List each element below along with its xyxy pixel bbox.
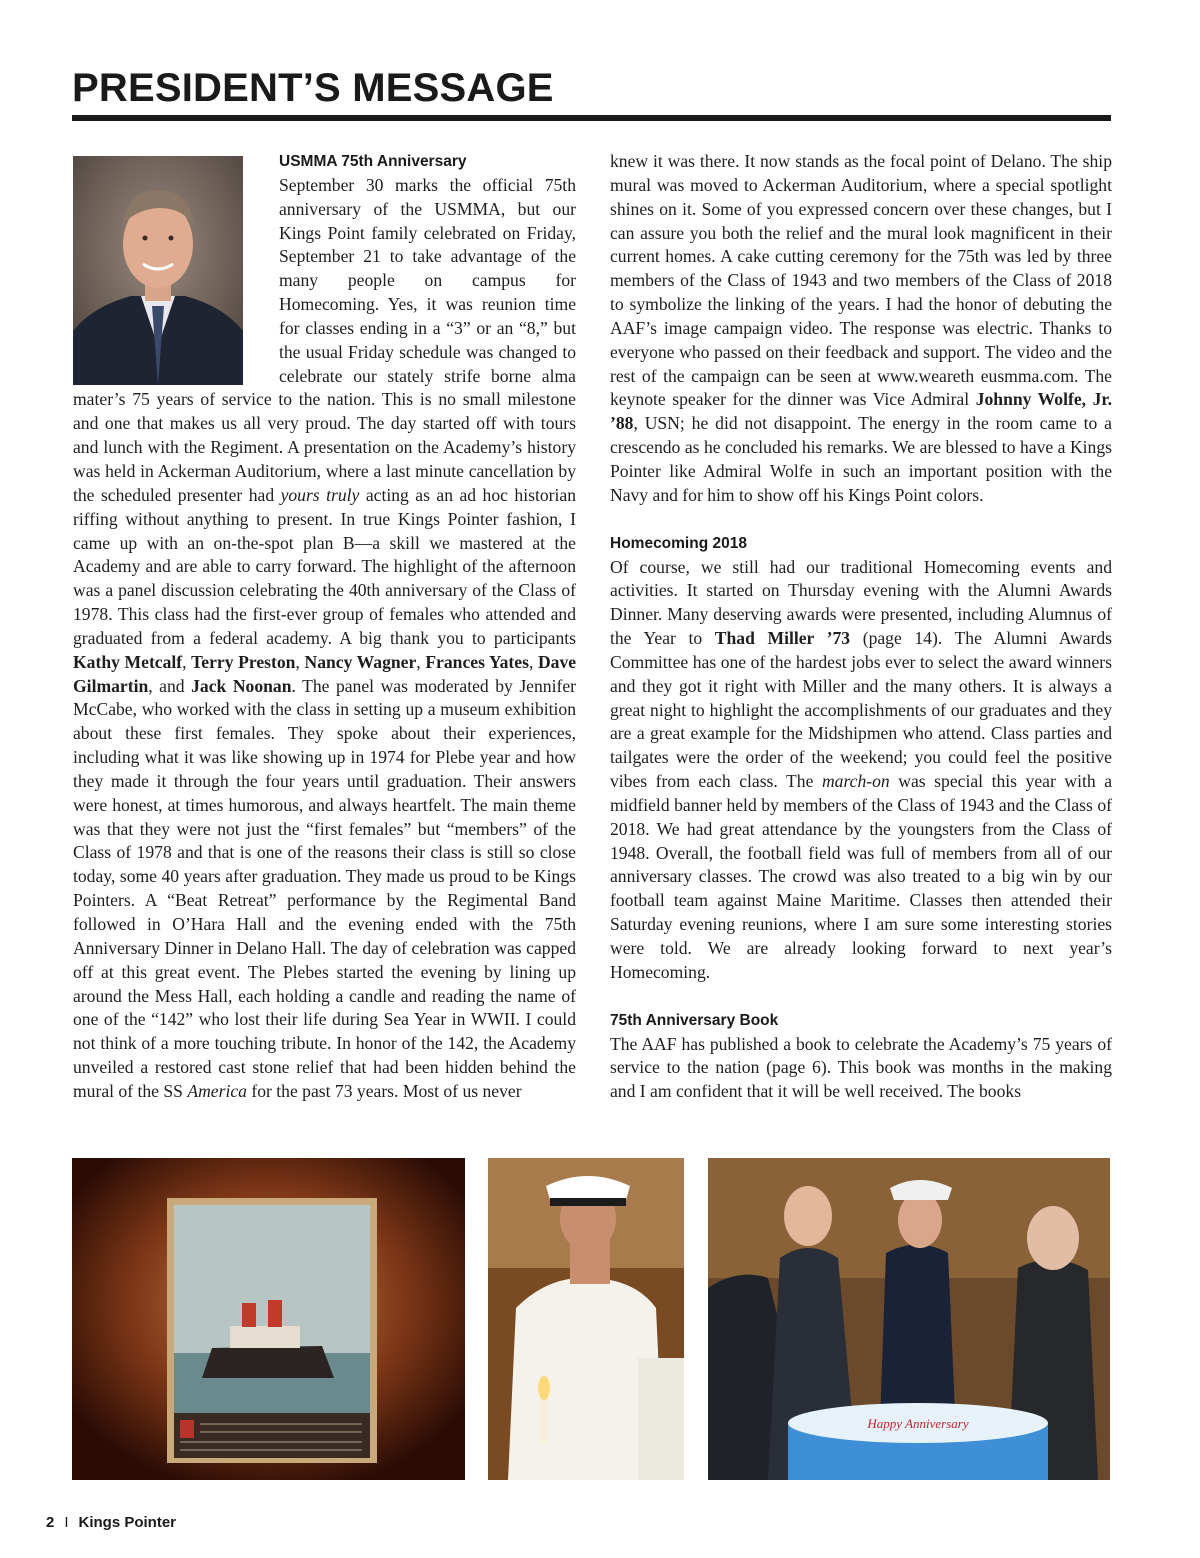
right-column-body-3: The AAF has published a book to celebrate the Academy’s 75 years of service to the nation (page 6). This book was months in the making and I am confident that it will be well received. The books (610, 1033, 1112, 1102)
section-heading-homecoming: Homecoming 2018 (610, 534, 747, 552)
cake-cutting-photo (708, 1158, 1110, 1480)
president-portrait (73, 156, 243, 385)
page-title: PRESIDENT’S MESSAGE (72, 66, 554, 110)
publication-name: Kings Pointer (78, 1514, 177, 1531)
left-column-body: September 30 marks the official 75th anniversary of the USMMA, but our Kings Point family celebrated on Friday, September 21 to take advantage of the many people on campus for Homecoming. Yes, it was reunion time for classes ending in a “3” or an “8,” but the usual Friday schedule was changed to celebrate our stately strife borne alma mater’s 75 years of service to the nation. This is no small milestone and one that makes us all very proud. The day started off with tours and lunch with the Regiment. A presentation on the Academy’s history was held in Ackerman Auditorium, where a last minute cancellation by the scheduled presenter had yours truly acting as an ad hoc historian riffing without anything to present. In true Kings Pointer fashion, I came up with an on-the-spot plan B—a skill we mastered at the Academy and are able to carry forward. The highlight of the afternoon was a panel discussion celebrating the 40th anniversary of the Class of 1978. This class had the first-ever group of females who attended and graduated from a federal academy. A big thank you to participants Kathy Metcalf, Terry Preston, Nancy Wagner, Frances Yates, Dave Gilmartin, and Jack Noonan. The panel was moderated by Jennifer McCabe, who worked with the class in setting up a museum exhibition about these first females. They spoke about their experiences, including what it was like showing up in 1974 for Plebe year and how they made it through the four years until graduation. Their answers were honest, at times humorous, and always heartfelt. The main theme was that they were not just the “first females” but “members” of the Class of 1978 and that is one of the reasons their class is still so close today, some 40 years after graduation. They made us proud to be Kings Pointers. A “Beat Retreat” performance by the Regimental Band followed in O’Hara Hall and the evening ended with the 75th Anniversary Dinner in Delano Hall. The day of celebration was capped off at this great event. The Plebes started the evening by lining up around the Mess Hall, each holding a candle and reading the name of one of the “142” who lost their life during Sea Year in WWII. I could not think of a more touching tribute. In honor of the 142, the Academy unveiled a restored cast stone relief that had been hidden behind the mural of the SS America for the past 73 years. Most of us never (73, 174, 577, 1101)
midshipman-candle-photo (488, 1158, 684, 1480)
footer-separator: I (64, 1514, 69, 1531)
page-footer (46, 1514, 176, 1531)
ship-mural-photo (72, 1158, 465, 1480)
left-column (73, 150, 576, 1104)
title-rule (72, 115, 1111, 121)
page-number: 2 (46, 1514, 55, 1531)
right-column-body-2: Of course, we still had our traditional Homecoming events and activities. It started on Thursday evening with the Alumni Awards Dinner. Many deserving awards were presented, including Alumnus of the Year to Thad Miller ’73 (page 14). The Alumni Awards Committee has one of the hardest jobs ever to select the award winners and they got it right with Miller and the many others. It is always a great night to highlight the accomplishments of our graduates and they are a great example for the Midshipmen who attend. Class parties and tailgates were the order of the weekend; you could feel the positive vibes from each class. The march-on was special this year with a midfield banner held by members of the Class of 1943 and the Class of 2018. We had great attendance by the youngsters from the Class of 1948. Overall, the football field was full of members from all of our anniversary classes. The crowd was also treated to a big win by our football team against Maine Maritime. Classes then attended their Saturday evening reunions, where I am sure some interesting stories were told. We are already looking forward to next year’s Homecoming. (610, 556, 1113, 982)
cake-lettering: Happy Anniversary (867, 1416, 969, 1431)
right-column (610, 150, 1112, 1104)
section-heading-book: 75th Anniversary Book (610, 1011, 779, 1029)
right-column-body-1: knew it was there. It now stands as the focal point of Delano. The ship mural was moved to Ackerman Auditorium, where a special spotlight shines on it. Some of you expressed concern over these changes, but I can assure you both the relief and the mural look magnificent in their current homes. A cake cutting ceremony for the 75th was led by three members of the Class of 1943 and two members of the Class of 2018 to symbolize the linking of the years. I had the honor of debuting the AAF’s image campaign video. The response was electric. Thanks to everyone who passed on their feedback and support. The video and the rest of the campaign can be seen at www.weareth eusmma.com. The keynote speaker for the dinner was Vice Admiral Johnny Wolfe, Jr. ’88, USN; he did not disappoint. The energy in the room came to a crescendo as he concluded his remarks. We are blessed to have a Kings Pointer like Admiral Wolfe in such an important position with the Navy and for him to show off his Kings Point colors. (610, 151, 1112, 505)
section-heading-anniversary: USMMA 75th Anniversary (279, 153, 467, 170)
